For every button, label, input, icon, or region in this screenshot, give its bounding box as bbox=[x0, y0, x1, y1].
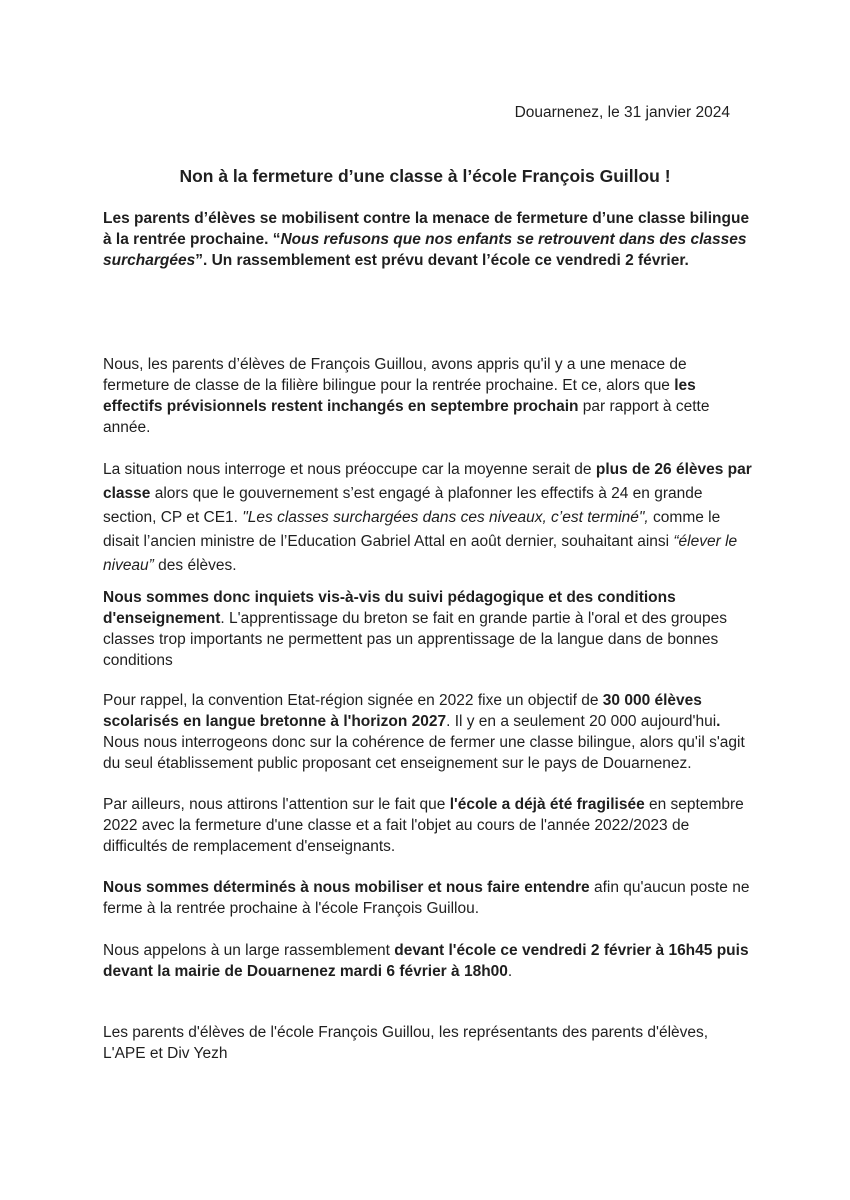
paragraph-concerns bbox=[103, 587, 753, 671]
text-run: Pour rappel, la convention Etat-région signée en 2022 fixe un objectif de bbox=[103, 692, 603, 709]
text-run: Par ailleurs, nous attirons l'attention sur le fait que bbox=[103, 796, 450, 813]
emphasis-text: les effectifs prévisionnels restent inchangés en septembre prochain bbox=[103, 377, 696, 415]
text-run: . L'apprentissage du breton se fait en grande partie à l'oral et des groupes classes trop importants ne permettent pas un apprentissage de la langue dans de bonnes conditions bbox=[103, 610, 727, 669]
emphasis-text: 30 000 élèves scolarisés en langue bretonne à l'horizon 2027 bbox=[103, 692, 702, 730]
quote-text: “élever le niveau” bbox=[103, 533, 738, 574]
lead-paragraph bbox=[103, 208, 753, 271]
date-line: Douarnenez, le 31 janvier 2024 bbox=[514, 104, 730, 121]
paragraph-announcement bbox=[103, 354, 753, 438]
lead-quote: Nous refusons que nos enfants se retrouvent dans des classes surchargées bbox=[103, 231, 747, 269]
text-run: des élèves. bbox=[153, 557, 237, 574]
paragraph-determination bbox=[103, 877, 753, 919]
page-title: Non à la fermeture d’une classe à l’école François Guillou ! bbox=[179, 166, 671, 186]
text-run: . bbox=[507, 963, 513, 980]
signature: Les parents d'élèves de l'école François Guillou, les représentants des parents d'élèves, L'APE et Div Yezh bbox=[103, 1024, 709, 1062]
emphasis-text: Nous sommes déterminés à nous mobiliser et nous faire entendre bbox=[103, 879, 590, 896]
paragraph-call-to-action bbox=[103, 940, 753, 982]
text-run: Nous nous interrogeons donc sur la cohérence de fermer une classe bilingue, alors qu'il s'agit du seul établissement public proposant cet enseignement sur le pays de Douarnenez. bbox=[103, 734, 745, 772]
text-run: afin qu'aucun poste ne ferme à la rentrée prochaine à l'école François Guillou. bbox=[103, 879, 750, 917]
text-run: par rapport à cette année. bbox=[103, 398, 710, 436]
text-run: alors que le gouvernement s’est engagé à plafonner les effectifs à 24 en grande section, CP et CE1. bbox=[103, 485, 703, 526]
quote-text: "Les classes surchargées dans ces niveaux, c’est terminé", bbox=[242, 509, 649, 526]
text-run: en septembre 2022 avec la fermeture d'une classe et a fait l'objet au cours de l'année 2022/2023 de difficultés de remplacement d'enseignants. bbox=[103, 796, 744, 855]
paragraph-convention bbox=[103, 690, 753, 774]
text-run: Nous appelons à un large rassemblement bbox=[103, 942, 395, 959]
emphasis-text: Nous sommes donc inquiets vis-à-vis du suivi pédagogique et des conditions d'enseignement bbox=[103, 589, 676, 627]
emphasis-text: devant l'école ce vendredi 2 février à 16h45 puis devant la mairie de Douarnenez mardi 6 février à 18h00 bbox=[103, 942, 749, 980]
lead-text: ”. Un rassemblement est prévu devant l’école ce vendredi 2 février. bbox=[195, 252, 689, 269]
lead-text: Les parents d’élèves se mobilisent contre la menace de fermeture d’une classe bilingue à la rentrée prochaine. “ bbox=[103, 210, 750, 248]
text-run: comme le disait l’ancien ministre de l’Education Gabriel Attal en août dernier, souhaitant ainsi bbox=[103, 509, 721, 550]
emphasis-text: plus de 26 élèves par classe bbox=[103, 461, 752, 502]
paragraph-class-size bbox=[103, 458, 753, 578]
paragraph-history bbox=[103, 794, 753, 857]
text-run: . Il y en a seulement 20 000 aujourd'hui bbox=[446, 713, 717, 730]
emphasis-text: . bbox=[716, 713, 721, 730]
text-run: La situation nous interroge et nous préoccupe car la moyenne serait de bbox=[103, 461, 596, 478]
emphasis-text: l'école a déjà été fragilisée bbox=[449, 796, 645, 813]
text-run: Nous, les parents d’élèves de François Guillou, avons appris qu'il y a une menace de fermeture de classe de la filière bilingue pour la rentrée prochaine. Et ce, alors que bbox=[103, 356, 687, 394]
